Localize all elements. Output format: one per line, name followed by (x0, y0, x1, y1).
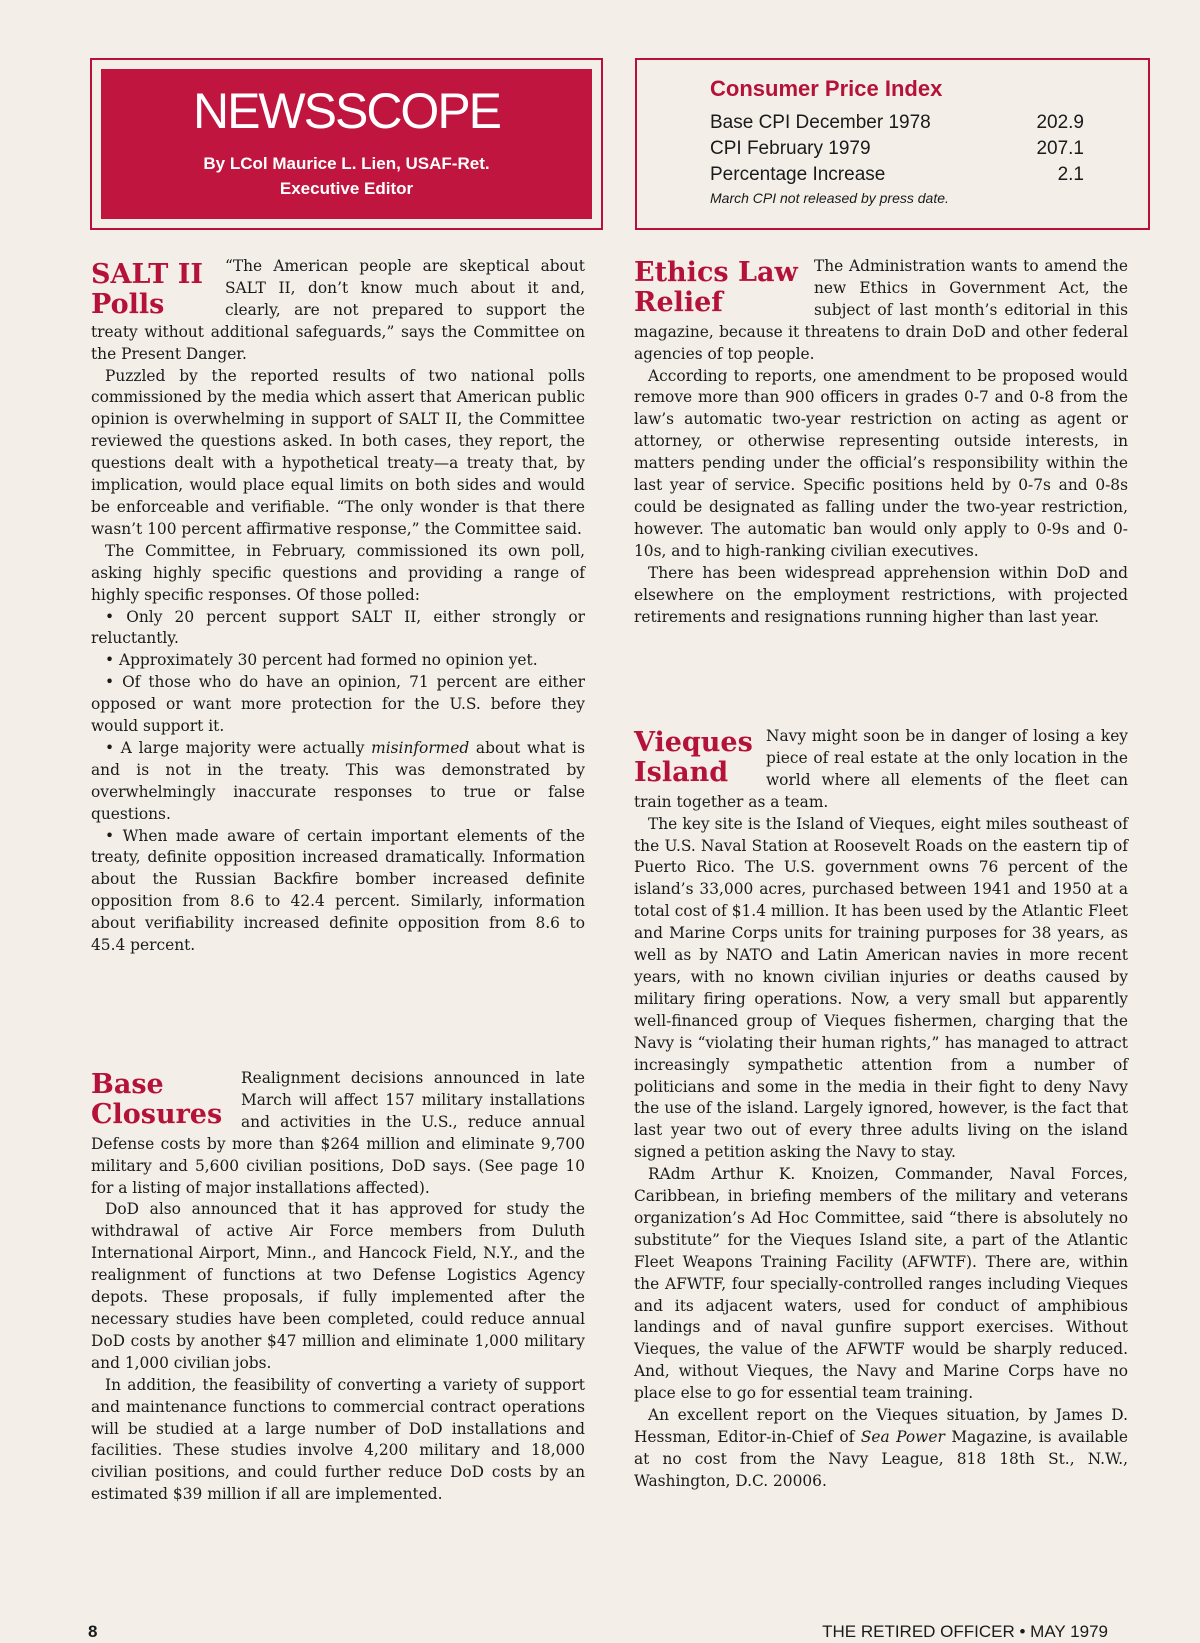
section-heading: Ethics Law Relief (634, 257, 798, 318)
bullet: • A large majority were actually misinformed about what is and is not in the treaty. This was demonstrated by overwhelmingly inaccurate responses to true or false questions. (91, 738, 585, 823)
cpi-row (710, 162, 1084, 188)
cpi-value: 202.9 (1036, 112, 1084, 133)
paragraph: The Administration wants to amend the new Ethics in Government Act, the subject of last month’s editorial in this magazine, because it threatens to drain DoD and other federal agencies of top people. (634, 257, 1128, 363)
cpi-label: Percentage Increase (710, 164, 886, 185)
section-heading: Base Closures (91, 1069, 223, 1130)
cpi-value: 2.1 (1057, 164, 1084, 185)
section-heading: Vieques Island (634, 727, 753, 788)
bullet: • When made aware of certain important elements of the treaty, definite opposition increased dramatically. Information about the Russian Backfire bomber increased definite opposition from 8.6 to 42.4 percent. Similarly, information about verifiability increased definite opposition from 8.6 to 45.4 percent. (91, 826, 585, 955)
article-salt-polls (91, 256, 585, 957)
paragraph: “The American people are skeptical about SALT II, don’t know much about it and, clearly, are not prepared to support the treaty without additional safeguards,” says the Committee on the Present Danger. (91, 257, 585, 363)
bullet: • Of those who do have an opinion, 71 percent are either opposed or want more protection for the U.S. before they would support it. (91, 673, 585, 736)
cpi-value: 207.1 (1036, 138, 1084, 159)
paragraph: An excellent report on the Vieques situation, by James D. Hessman, Editor-in-Chief of Sea Power Magazine, is available at no cost from the Navy League, 818 18th St., N.W., Washington, D.C. 20006. (634, 1406, 1128, 1490)
cpi-row (710, 110, 1084, 136)
paragraph: According to reports, one amendment to be proposed would remove more than 900 officers in grades 0-7 and 0-8 from the law’s automatic two-year restriction on acting as agent or attorney, or otherwise representing outside interests, in matters pending under the official’s responsibility within the last year of service. Specific positions held by 0-7s and 0-8s could be designated as falling under the two-year restriction, however. The automatic ban would only apply to 0-9s and 0-10s, and to high-ranking civilian executives. (634, 366, 1128, 560)
section-heading: SALT II Polls (91, 259, 203, 320)
bullet: • Only 20 percent support SALT II, either strongly or reluctantly. (91, 607, 585, 648)
paragraph: There has been widespread apprehension within DoD and elsewhere on the employment restrictions, with projected retirements and resignations running higher than last year. (634, 563, 1128, 626)
masthead-title: NEWSSCOPE (192, 83, 501, 139)
cpi-note: March CPI not released by press date. (710, 190, 949, 206)
article-ethics-law (634, 256, 1128, 628)
masthead-role: Executive Editor (279, 179, 414, 198)
paragraph: Puzzled by the reported results of two national polls commissioned by the media which assert that American public opinion is overwhelming in support of SALT II, the Committee reviewed the questions asked. In both cases, they report, the questions dealt with a hypothetical treaty—a treaty that, by implication, would place equal limits on both sides and would be enforceable and verifiable. “The only wonder is that there wasn’t 100 percent affirmative response,” the Committee said. (91, 366, 585, 538)
cpi-label: Base CPI December 1978 (710, 112, 931, 133)
paragraph: The key site is the Island of Vieques, eight miles southeast of the U.S. Naval Station at Roosevelt Roads on the eastern tip of Puerto Rico. The U.S. government owns 76 percent of the island’s 33,000 acres, purchased between 1941 and 1950 at a total cost of $1.4 million. It has been used by the Atlantic Fleet and Marine Corps units for training purposes for 38 years, as well as by NATO and Latin American navies in more recent years, with no known civilian injuries or deaths caused by military firing operations. Now, a very small but apparently well-financed group of Vieques fishermen, charging that the Navy is “violating their human rights,” has managed to attract increasingly sympathetic attention from a number of politicians and some in the media in their fight to deny Navy the use of the island. Largely ignored, however, is the fact that last year two out of every three adults living on the island signed a petition asking the Navy to stay. (634, 814, 1128, 1162)
bullet: • Approximately 30 percent had formed no opinion yet. (105, 651, 538, 670)
paragraph: The Committee, in February, commissioned its own poll, asking highly specific questions and providing a range of highly specific responses. Of those polled: (91, 541, 585, 604)
masthead-byline: By LCol Maurice L. Lien, USAF-Ret. (203, 154, 490, 173)
page-number: 8 (88, 1622, 98, 1641)
paragraph: DoD also announced that it has approved for study the withdrawal of active Air Force members from Duluth International Airport, Minn., and Hancock Field, N.Y., and the realignment of functions at two Defense Logistics Agency depots. These proposals, if fully implemented after the necessary studies have been completed, could reduce annual DoD costs by another $47 million and eliminate 1,000 military and 1,000 civilian jobs. (91, 1200, 585, 1372)
paragraph: In addition, the feasibility of converting a variety of support and maintenance functions to commercial contract operations will be studied at a large number of DoD installations and facilities. These studies involve 4,200 military and 18,000 civilian positions, and could further reduce DoD costs by an estimated $39 million if all are implemented. (91, 1375, 585, 1504)
publication-footer: THE RETIRED OFFICER • MAY 1979 (822, 1622, 1108, 1641)
cpi-box (635, 58, 1150, 230)
cpi-title: Consumer Price Index (710, 76, 943, 101)
cpi-label: CPI February 1979 (710, 138, 871, 159)
paragraph: Navy might soon be in danger of losing a key piece of real estate at the only location in the world where all elements of the fleet can train together as a team. (634, 727, 1128, 811)
paragraph: Realignment decisions announced in late March will affect 157 military installations and activities in the U.S., reduce annual Defense costs by more than $264 million and eliminate 9,700 military and 5,600 civilian positions, DoD says. (See page 10 for a listing of major installations affected). (91, 1069, 585, 1197)
article-base-closures (91, 1068, 585, 1506)
paragraph: RAdm Arthur K. Knoizen, Commander, Naval Forces, Caribbean, in briefing members of the military and veterans organization’s Ad Hoc Committee, said “there is absolutely no substitute” for the Vieques Island site, a part of the Atlantic Fleet Weapons Training Facility (AFWTF). There are, within the AFWTF, four specially-controlled ranges including Vieques and its adjacent waters, used for conduct of amphibious landings and of naval gunfire support exercises. Without Vieques, the value of the AFWTF would be sharply reduced. And, without Vieques, the Navy and Marine Corps have no place else to go for essential team training. (634, 1165, 1128, 1403)
newsscope-masthead (90, 58, 603, 230)
article-vieques-island (634, 726, 1128, 1493)
cpi-row (710, 136, 1084, 162)
